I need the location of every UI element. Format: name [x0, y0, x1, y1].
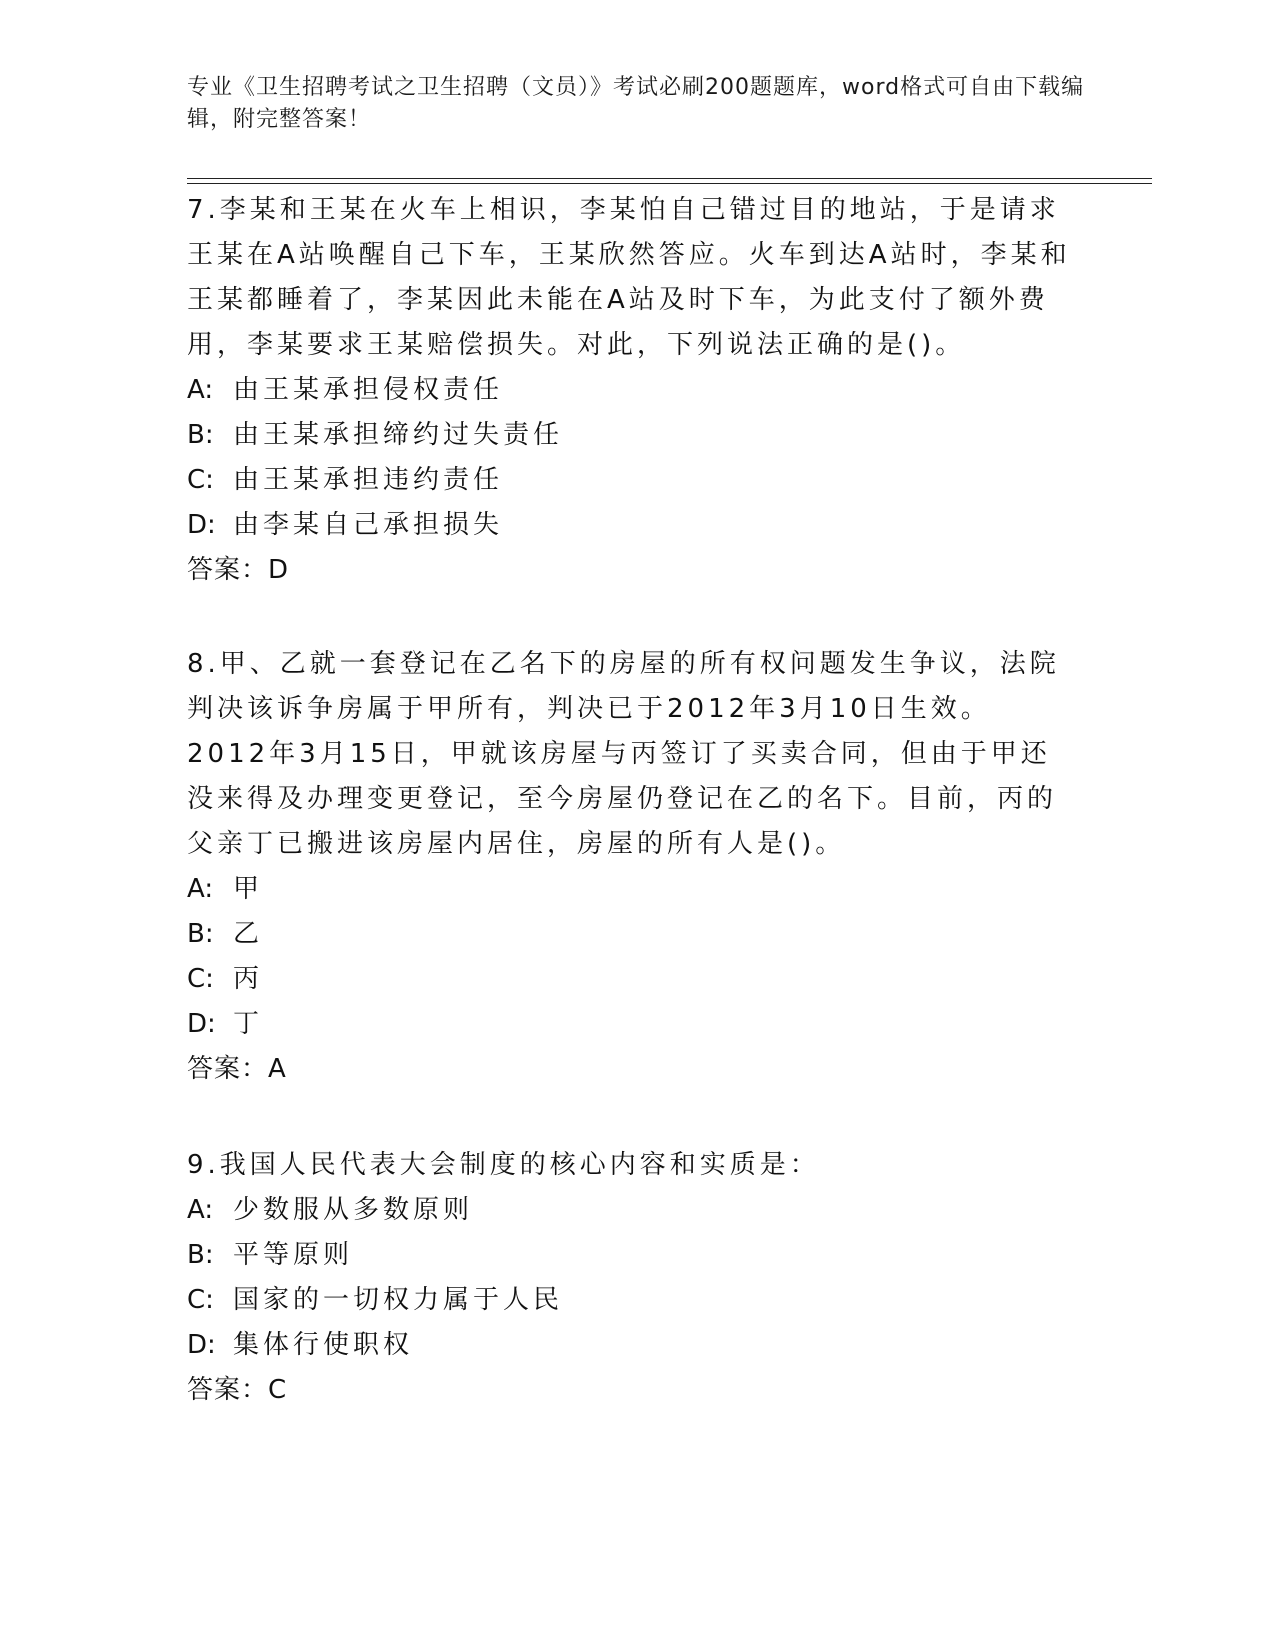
option-key: B:	[187, 919, 214, 949]
option-a	[187, 1188, 1072, 1233]
option-a	[187, 368, 1072, 413]
option-text: 丙	[233, 964, 264, 994]
option-text: 由李某自己承担损失	[233, 510, 504, 540]
option-text: 乙	[233, 919, 264, 949]
answer-line	[187, 1368, 1072, 1413]
answer-label: 答案：	[187, 555, 269, 585]
question-9	[187, 1143, 1072, 1413]
answer-value: C	[268, 1375, 287, 1405]
option-b	[187, 1233, 1072, 1278]
option-text: 平等原则	[233, 1240, 354, 1270]
option-key: A:	[187, 1195, 214, 1225]
option-text: 丁	[233, 1009, 264, 1039]
question-stem: 9.我国人民代表大会制度的核心内容和实质是：	[187, 1150, 820, 1180]
option-list	[187, 867, 1072, 1047]
option-a	[187, 867, 1072, 912]
header-divider-top	[187, 178, 1152, 179]
option-d	[187, 1002, 1072, 1047]
option-key: C:	[187, 465, 214, 495]
option-d	[187, 503, 1072, 548]
option-list	[187, 368, 1072, 548]
answer-label: 答案：	[187, 1054, 269, 1084]
option-c	[187, 957, 1072, 1002]
option-text: 国家的一切权力属于人民	[233, 1285, 564, 1315]
option-list	[187, 1188, 1072, 1368]
option-c	[187, 1278, 1072, 1323]
option-key: C:	[187, 1285, 214, 1315]
option-text: 由王某承担缔约过失责任	[233, 420, 564, 450]
answer-line	[187, 1047, 1072, 1092]
option-key: D:	[187, 1009, 216, 1039]
question-7	[187, 188, 1072, 593]
question-stem: 7.李某和王某在火车上相识，李某怕自己错过目的地站，于是请求王某在A站唤醒自己下车，王某欣然答应。火车到达A站时，李某和王某都睡着了，李某因此未能在A站及时下车，为此支付了额外费用，李某要求王某赔偿损失。对此，下列说法正确的是()。	[187, 195, 1071, 360]
answer-label: 答案：	[187, 1375, 269, 1405]
question-stem: 8.甲、乙就一套登记在乙名下的房屋的所有权问题发生争议，法院判决该诉争房属于甲所有，判决已于2012年3月10日生效。2012年3月15日，甲就该房屋与丙签订了买卖合同，但由于甲还没来得及办理变更登记，至今房屋仍登记在乙的名下。目前，丙的父亲丁已搬进该房屋内居住，房屋的所有人是()。	[187, 649, 1060, 859]
option-key: A:	[187, 874, 214, 904]
answer-value: D	[268, 555, 289, 585]
option-key: B:	[187, 1240, 214, 1270]
question-8	[187, 642, 1072, 1092]
option-text: 集体行使职权	[233, 1330, 414, 1360]
option-b	[187, 912, 1072, 957]
option-text: 甲	[233, 874, 264, 904]
option-key: B:	[187, 420, 214, 450]
option-text: 少数服从多数原则	[233, 1195, 474, 1225]
option-key: A:	[187, 375, 214, 405]
option-key: C:	[187, 964, 214, 994]
answer-value: A	[268, 1054, 286, 1084]
option-text: 由王某承担侵权责任	[233, 375, 504, 405]
header-divider-bottom	[187, 183, 1152, 184]
option-text: 由王某承担违约责任	[233, 465, 504, 495]
option-key: D:	[187, 1330, 216, 1360]
option-d	[187, 1323, 1072, 1368]
option-b	[187, 413, 1072, 458]
answer-line	[187, 548, 1072, 593]
document-header: 专业《卫生招聘考试之卫生招聘（文员）》考试必刷200题题库，word格式可自由下载编辑，附完整答案！	[187, 75, 1085, 132]
option-key: D:	[187, 510, 216, 540]
option-c	[187, 458, 1072, 503]
